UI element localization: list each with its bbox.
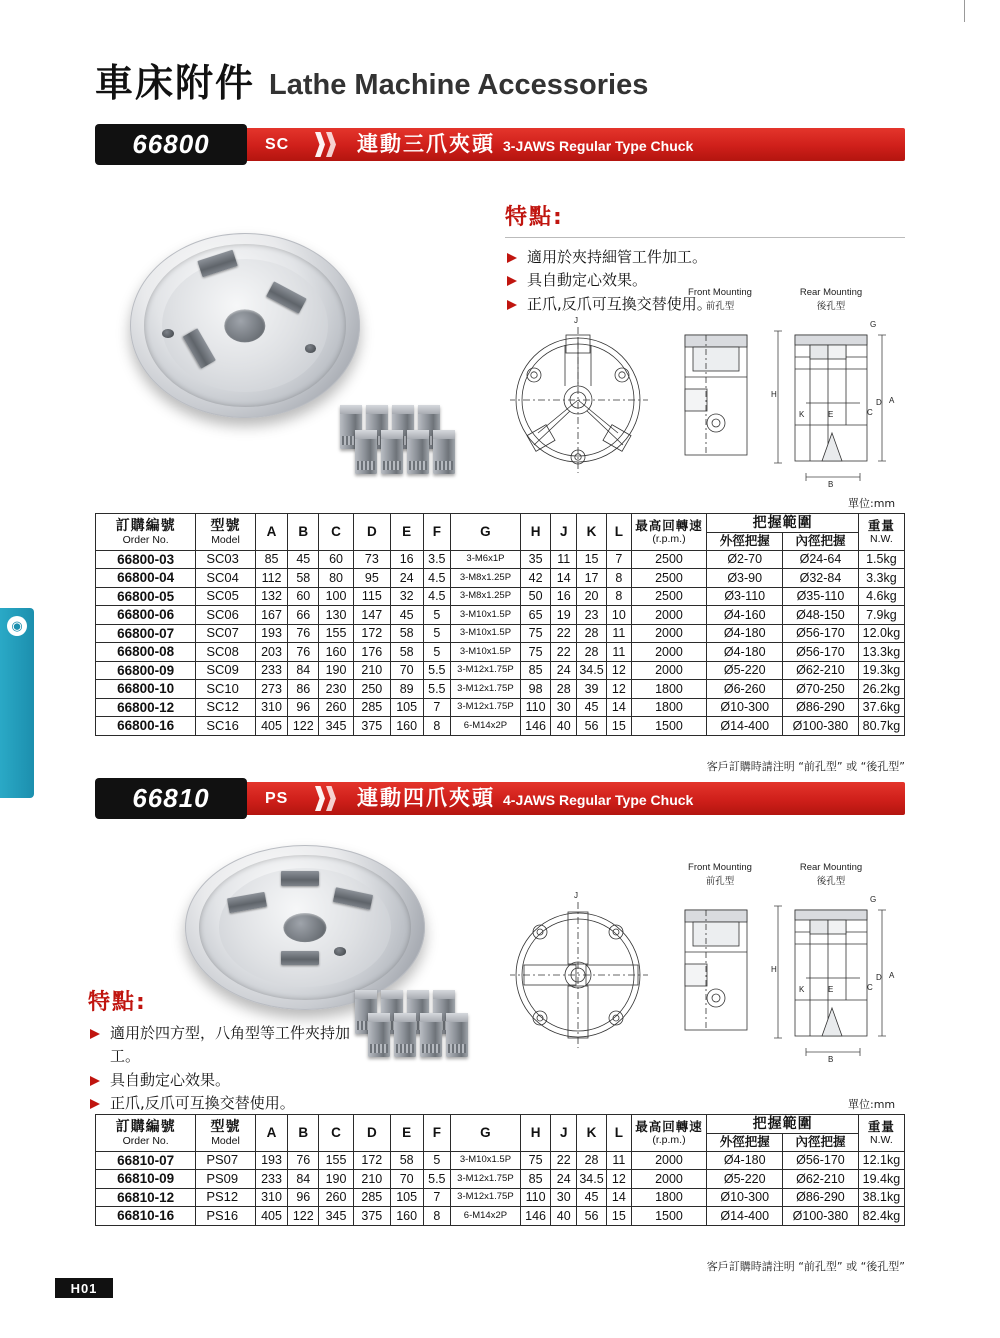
th-grip-inner: 內徑把握 xyxy=(783,533,859,551)
th-dim-a: A xyxy=(255,514,288,551)
th-dim-d: D xyxy=(353,1115,390,1152)
th-model: 型號 Model xyxy=(196,514,255,551)
features-list xyxy=(88,1022,358,1115)
svg-text:B: B xyxy=(828,480,834,489)
th-dim-k: K xyxy=(577,514,607,551)
th-weight: 重量 N.W. xyxy=(858,514,904,551)
jaw-block xyxy=(407,430,429,474)
svg-text:H: H xyxy=(771,390,777,399)
table-row: 66800-08 SC08 203 76 160 176 58 5 3-M10x1.5P 75 22 28 11 2000 Ø4-180 Ø56-170 13.3kg xyxy=(96,643,905,662)
th-dim-c: C xyxy=(319,514,354,551)
svg-text:D: D xyxy=(876,398,882,407)
chuck-jaw xyxy=(281,951,319,966)
features-66810 xyxy=(88,985,358,1115)
spare-jaws-set-2 xyxy=(368,1013,468,1057)
section-name xyxy=(357,128,693,161)
section-series: SC xyxy=(265,135,290,153)
table-row: 66810-07 PS07 193 76 155 172 58 5 3-M10x1.5P 75 22 28 11 2000 Ø4-180 Ø56-170 12.1kg xyxy=(96,1151,905,1170)
spec-table-66800 xyxy=(95,513,905,736)
technical-drawing-4jaw xyxy=(510,862,910,1065)
th-grip-outer: 外徑把握 xyxy=(707,533,783,551)
order-note-1: 客戶訂購時請注明 “前孔型” 或 “後孔型” xyxy=(706,760,905,773)
th-grip-range: 把握範圍 xyxy=(707,514,858,533)
unit-label-1: 單位:mm xyxy=(848,497,896,510)
feature-item: 具自動定心效果。 xyxy=(88,1069,358,1092)
table-row: 66800-05 SC05 132 60 100 115 32 4.5 3-M8x1.25P 50 16 20 8 2500 Ø3-110 Ø35-110 4.6kg xyxy=(96,587,905,606)
section-name-en: 4-JAWS Regular Type Chuck xyxy=(503,792,694,808)
th-dim-g: G xyxy=(451,1115,521,1152)
th-weight: 重量 N.W. xyxy=(858,1115,904,1152)
svg-text:K: K xyxy=(799,410,805,419)
drawing-svg xyxy=(510,305,910,490)
table-row: 66810-12 PS12 310 96 260 285 105 7 3-M12x1.75P 110 30 45 14 1800 Ø10-300 Ø86-290 38.1kg xyxy=(96,1188,905,1207)
th-model: 型號 Model xyxy=(196,1115,255,1152)
section-code: 66800 xyxy=(95,124,247,165)
product-photo-3jaw xyxy=(110,225,490,485)
section-series: PS xyxy=(265,789,289,807)
th-dim-h: H xyxy=(520,1115,551,1152)
front-mounting-label: Front Mounting 前孔型 xyxy=(688,862,752,887)
th-dim-j: J xyxy=(551,1115,577,1152)
divider xyxy=(505,237,905,238)
rear-mounting-label: Rear Mounting 後孔型 xyxy=(799,287,863,312)
section-name xyxy=(357,782,693,815)
section-code: 66810 xyxy=(95,778,247,819)
svg-text:E: E xyxy=(828,410,834,419)
spare-jaws-set-2 xyxy=(355,430,455,474)
jaw-block xyxy=(355,430,377,474)
svg-text:C: C xyxy=(867,408,873,417)
side-tab-lathe-accessories[interactable] xyxy=(0,608,34,798)
th-dim-j: J xyxy=(551,514,577,551)
table-row: 66800-09 SC09 233 84 190 210 70 5.5 3-M12x1.75P 85 24 34.5 12 2000 Ø5-220 Ø62-210 19.3kg xyxy=(96,661,905,680)
registration-tick xyxy=(964,0,965,22)
th-rpm: 最高回轉速 (r.p.m.) xyxy=(631,1115,707,1152)
svg-text:J: J xyxy=(574,891,578,900)
table-row: 66800-04 SC04 112 58 80 95 24 4.5 3-M8x1.25P 42 14 17 8 2500 Ø3-90 Ø32-84 3.3kg xyxy=(96,569,905,588)
th-dim-a: A xyxy=(255,1115,288,1152)
front-mounting-label: Front Mounting 前孔型 xyxy=(688,287,752,312)
svg-text:G: G xyxy=(870,895,877,904)
th-dim-e: E xyxy=(390,1115,423,1152)
chuck-hub xyxy=(283,913,326,943)
feature-item: 具自動定心效果。 xyxy=(505,269,905,292)
rear-mounting-label: Rear Mounting 後孔型 xyxy=(799,862,863,887)
chuck-bolt-hole xyxy=(334,947,346,955)
page-number-badge: H01 xyxy=(55,1278,113,1298)
chevron-right-icon xyxy=(315,786,341,811)
spec-table-66810 xyxy=(95,1114,905,1226)
svg-text:G: G xyxy=(870,320,877,329)
feature-item: 適用於夾持細管工件加工。 xyxy=(505,246,905,269)
th-dim-c: C xyxy=(319,1115,354,1152)
features-title: 特點: xyxy=(505,205,564,230)
svg-text:H: H xyxy=(771,965,777,974)
th-dim-l: L xyxy=(607,514,632,551)
th-rpm: 最高回轉速 (r.p.m.) xyxy=(631,514,707,551)
svg-text:C: C xyxy=(867,983,873,992)
th-dim-d: D xyxy=(353,514,390,551)
chuck-icon: ◉ xyxy=(7,616,27,636)
th-order: 訂購編號 Order No. xyxy=(96,1115,196,1152)
th-dim-f: F xyxy=(423,514,451,551)
page-title-cn: 車床附件 xyxy=(95,61,256,105)
table-row: 66800-10 SC10 273 86 230 250 89 5.5 3-M12x1.75P 98 28 39 12 1800 Ø6-260 Ø70-250 26.2kg xyxy=(96,680,905,699)
svg-text:J: J xyxy=(574,316,578,325)
table-row: 66800-07 SC07 193 76 155 172 58 5 3-M10x1.5P 75 22 28 11 2000 Ø4-180 Ø56-170 12.0kg xyxy=(96,624,905,643)
feature-item: 正爪,反爪可互換交替使用。 xyxy=(88,1092,358,1115)
table-row: 66800-03 SC03 85 45 60 73 16 3.5 3-M6x1P 35 11 15 7 2500 Ø2-70 Ø24-64 1.5kg xyxy=(96,550,905,569)
th-dim-b: B xyxy=(288,514,319,551)
section-name-cn: 連動三爪夾頭 xyxy=(357,132,495,156)
chuck-body xyxy=(130,233,360,418)
spec-table-body-1 xyxy=(96,550,905,735)
chuck-jaw xyxy=(281,871,319,886)
table-row: 66810-09 PS09 233 84 190 210 70 5.5 3-M12x1.75P 85 24 34.5 12 2000 Ø5-220 Ø62-210 19.4kg xyxy=(96,1170,905,1189)
feature-item: 正爪,反爪可互換交替使用。 xyxy=(505,293,905,316)
th-dim-g: G xyxy=(451,514,521,551)
section-name-en: 3-JAWS Regular Type Chuck xyxy=(503,138,694,154)
th-dim-k: K xyxy=(577,1115,607,1152)
th-order: 訂購編號 Order No. xyxy=(96,514,196,551)
table-row: 66800-12 SC12 310 96 260 285 105 7 3-M12x1.75P 110 30 45 14 1800 Ø10-300 Ø86-290 37.6kg xyxy=(96,698,905,717)
svg-text:D: D xyxy=(876,973,882,982)
section-banner-66810 xyxy=(95,782,905,815)
jaw-block xyxy=(420,1013,442,1057)
svg-text:B: B xyxy=(828,1055,834,1064)
jaw-block xyxy=(381,430,403,474)
svg-text:A: A xyxy=(889,396,895,405)
svg-text:A: A xyxy=(889,971,895,980)
th-dim-l: L xyxy=(607,1115,632,1152)
th-dim-h: H xyxy=(520,514,551,551)
th-grip-inner: 內徑把握 xyxy=(783,1134,859,1152)
svg-text:E: E xyxy=(828,985,834,994)
svg-text:K: K xyxy=(799,985,805,994)
table-row: 66810-16 PS16 405 122 345 375 160 8 6-M14x2P 146 40 56 15 1500 Ø14-400 Ø100-380 82.4kg xyxy=(96,1207,905,1226)
th-grip-range: 把握範圍 xyxy=(707,1115,858,1134)
th-dim-b: B xyxy=(288,1115,319,1152)
features-title: 特點: xyxy=(88,990,147,1015)
unit-label-2: 單位:mm xyxy=(848,1098,896,1111)
jaw-block xyxy=(446,1013,468,1057)
order-note-2: 客戶訂購時請注明 “前孔型” 或 “後孔型” xyxy=(706,1260,905,1273)
drawing-svg xyxy=(510,880,910,1065)
th-grip-outer: 外徑把握 xyxy=(707,1134,783,1152)
chevron-right-icon xyxy=(315,132,341,157)
page-title xyxy=(95,61,649,105)
page-title-en: Lathe Machine Accessories xyxy=(269,69,649,101)
feature-item: 適用於四方型，八角型等工件夾持加工。 xyxy=(88,1022,358,1069)
jaw-block xyxy=(394,1013,416,1057)
spec-table-body-2 xyxy=(96,1151,905,1225)
section-name-cn: 連動四爪夾頭 xyxy=(357,786,495,810)
th-dim-e: E xyxy=(390,514,423,551)
table-row: 66800-06 SC06 167 66 130 147 45 5 3-M10x1.5P 65 19 23 10 2000 Ø4-160 Ø48-150 7.9kg xyxy=(96,606,905,625)
jaw-block xyxy=(433,430,455,474)
section-banner-66800 xyxy=(95,128,905,161)
th-dim-f: F xyxy=(423,1115,451,1152)
jaw-block xyxy=(368,1013,390,1057)
table-row: 66800-16 SC16 405 122 345 375 160 8 6-M14x2P 146 40 56 15 1500 Ø14-400 Ø100-380 80.7kg xyxy=(96,717,905,736)
